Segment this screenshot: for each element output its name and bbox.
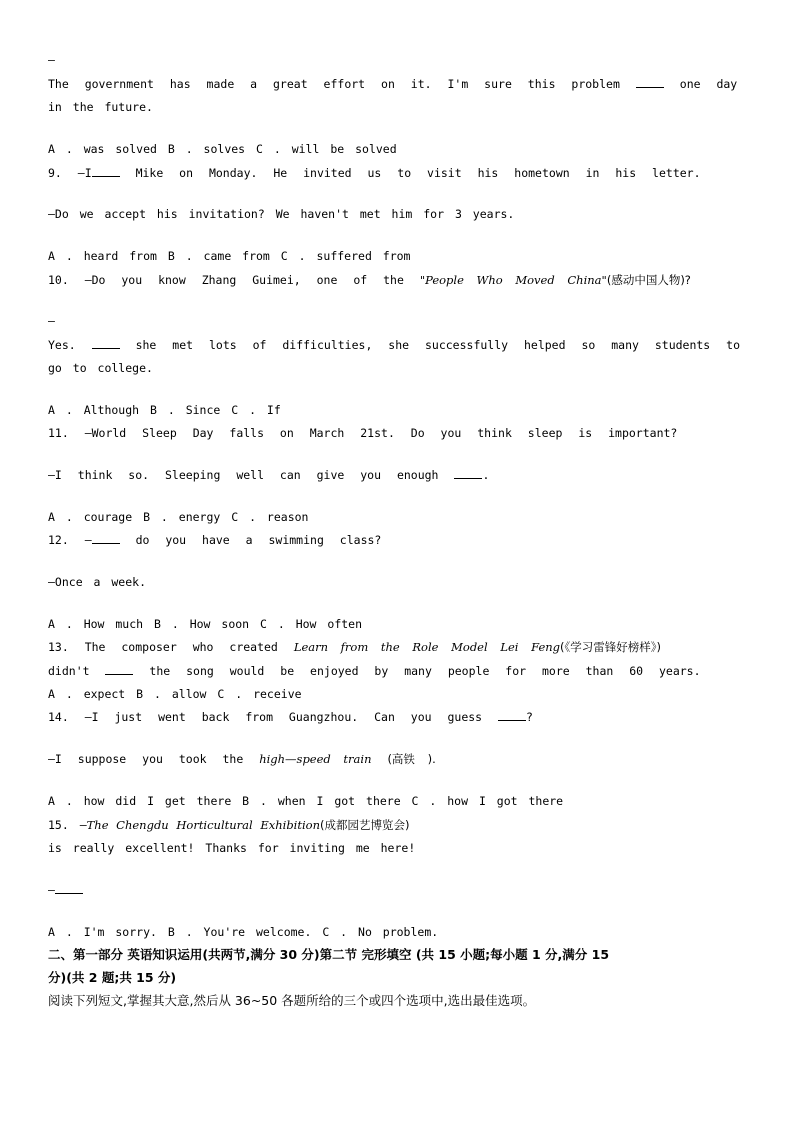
section-heading-cont: 分)(共 2 题;共 15 分) [48,970,177,985]
q15-line2: is really excellent! Thanks for inviting me here! [48,841,416,855]
q15-options: A . I'm sorry. B . You're welcome. C . No problem. [48,925,439,939]
q15-stem: 15. —The Chengdu Horticultural Exhibition(成都园艺博览会) [48,818,410,832]
q13-options: A . expect B . allow C . receive [48,687,302,701]
q15-dash: — [48,883,748,898]
q11-reply: —I think so. Sleeping well can give you enough . [48,468,490,482]
q12-reply: —Once a week. [48,575,147,589]
q10-stem: 10. —Do you know Zhang Guimei, one of the "People Who Moved China"(感动中国人物)? [48,273,691,287]
q9-options: A . heard from B . came from C . suffered from [48,249,411,263]
q14-reply: —I suppose you took the high—speed train (高铁 ). [48,752,436,766]
q10-line2: go to college. [48,361,153,375]
q13-stem: 13. The composer who created Learn from the Role Model Lei Feng(《学习雷锋好榜样》) [48,640,662,654]
q11-options: A . courage B . energy C . reason [48,510,309,524]
answer-blank[interactable] [105,664,133,675]
answer-blank[interactable] [454,468,482,479]
q14-options: A . how did I get there B . when I got there C . how I got there [48,794,564,808]
section-heading: 二、第一部分 英语知识运用(共两节,满分 30 分)第二节 完形填空 (共 15 小题;每小题 1 分,满分 15 [48,947,610,962]
q11-stem: 11. —World Sleep Day falls on March 21st. Do you think sleep is important? [48,426,678,440]
answer-blank[interactable] [636,77,664,88]
section-instruction: 阅读下列短文,掌握其大意,然后从 36~50 各题所给的三个或四个选项中,选出最佳选项。 [48,993,536,1008]
answer-blank[interactable] [92,338,120,349]
q8-dash: — [48,53,55,67]
q8-line2: in the future. [48,100,153,114]
q9-reply: —Do we accept his invitation? We haven't met him for 3 years. [48,207,515,221]
q9-stem: 9. —I Mike on Monday. He invited us to visit his hometown in his letter. [48,166,701,180]
q8-options: A . was solved B . solves C . will be solved [48,142,397,156]
answer-blank[interactable] [498,710,526,721]
answer-blank[interactable] [55,883,83,894]
q13-line2: didn't the song would be enjoyed by many people for more than 60 years. [48,664,701,678]
q10-line: Yes. she met lots of difficulties, she successfully helped so many students to [48,338,740,352]
q10-dash: — [48,314,55,328]
answer-blank[interactable] [92,533,120,544]
q12-options: A . How much B . How soon C . How often [48,617,363,631]
q8-line1: The government has made a great effort on it. I'm sure this problem one day [48,77,738,91]
q14-stem: 14. —I just went back from Guangzhou. Can you guess ? [48,710,533,724]
q10-options: A . Although B . Since C . If [48,403,281,417]
q12-stem: 12. — do you have a swimming class? [48,533,382,547]
answer-blank[interactable] [92,166,120,177]
